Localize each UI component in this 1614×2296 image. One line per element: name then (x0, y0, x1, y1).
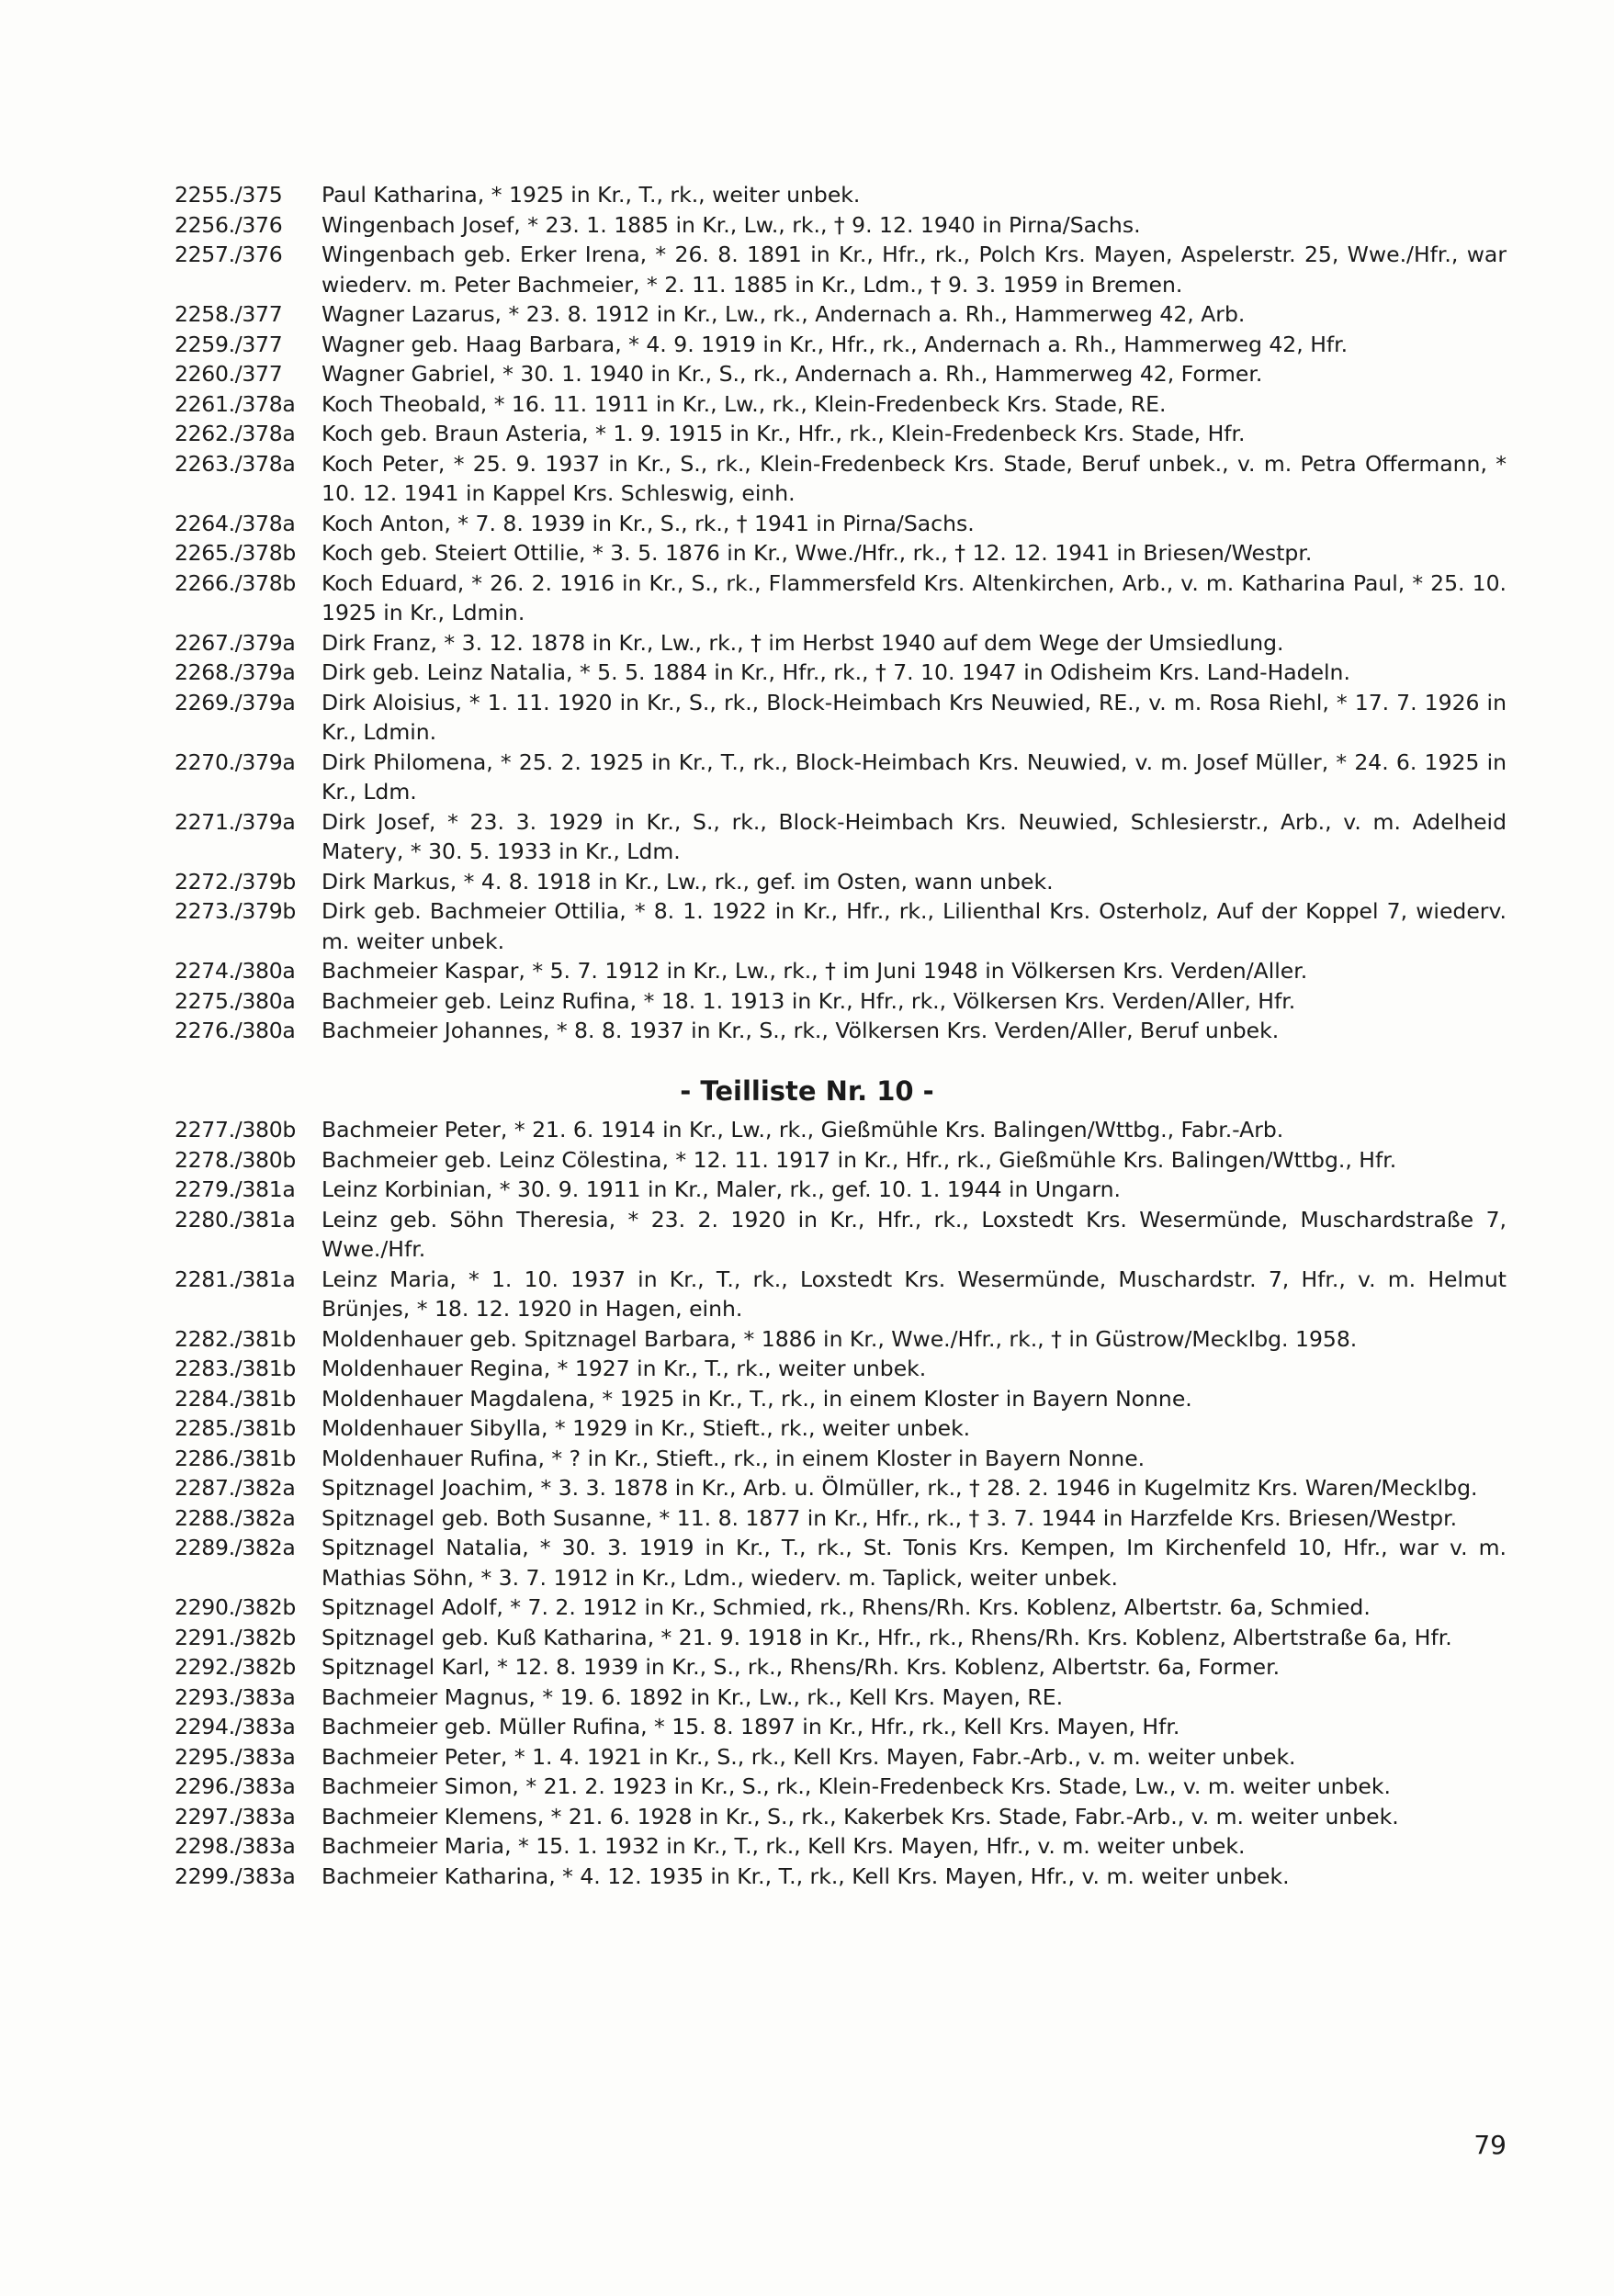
list-item (175, 419, 1507, 449)
list-item (175, 1384, 1507, 1414)
entry-text: Dirk Franz, * 3. 12. 1878 in Kr., Lw., rk., † im Herbst 1940 auf dem Wege der Umsiedlung. (322, 629, 1284, 656)
entry-number: 2271./379a (175, 808, 296, 835)
list-item (175, 1324, 1507, 1355)
entry-text: Spitznagel geb. Both Susanne, * 11. 8. 1877 in Kr., Hfr., rk., † 3. 7. 1944 in Harzfelde Krs. Briesen/Westpr. (322, 1504, 1458, 1531)
list-item (175, 240, 1507, 299)
entry-number: 2289./382a (175, 1535, 296, 1560)
entry-number: 2268./379a (175, 659, 296, 685)
entry-text: Wagner Lazarus, * 23. 8. 1912 in Kr., Lw., rk., Andernach a. Rh., Hammerweg 42, Arb. (322, 301, 1246, 327)
entry-text: Bachmeier Peter, * 21. 6. 1914 in Kr., Lw., rk., Gießmühle Krs. Balingen/Wttbg., Fabr.-Arb. (322, 1117, 1284, 1142)
list-item (175, 1683, 1507, 1713)
list-item (175, 1712, 1507, 1742)
list-item (175, 389, 1507, 420)
entry-text: Spitznagel Karl, * 12. 8. 1939 in Kr., S., rk., Rhens/Rh. Krs. Koblenz, Albertstr. 6a, Former. (322, 1654, 1281, 1680)
entry-text: Moldenhauer Sibylla, * 1929 in Kr., Stieft., rk., weiter unbek. (322, 1415, 971, 1441)
entry-text: Wagner geb. Haag Barbara, * 4. 9. 1919 in Kr., Hfr., rk., Andernach a. Rh., Hammerweg 42, Hfr. (322, 331, 1349, 357)
entry-text: Bachmeier Simon, * 21. 2. 1923 in Kr., S., rk., Klein-Fredenbeck Krs. Stade, Lw., v. m. weiter unbek. (322, 1773, 1391, 1799)
entry-text: Bachmeier Magnus, * 19. 6. 1892 in Kr., Lw., rk., Kell Krs. Mayen, RE. (322, 1683, 1064, 1710)
entry-text: Spitznagel Joachim, * 3. 3. 1878 in Kr., Arb. u. Ölmüller, rk., † 28. 2. 1946 in Kugelmitz Krs. Waren/Mecklbg. (322, 1475, 1478, 1501)
entry-text: Leinz geb. Söhn Theresia, * 23. 2. 1920 in Kr., Hfr., rk., Loxstedt Krs. Wesermünde, Muschardstraße 7, Wwe./Hfr. (322, 1206, 1507, 1262)
list-item (175, 1205, 1507, 1265)
entry-number: 2295./383a (175, 1743, 296, 1770)
entry-text: Dirk geb. Leinz Natalia, * 5. 5. 1884 in Kr., Hfr., rk., † 7. 10. 1947 in Odisheim Krs. Land-Hadeln. (322, 659, 1350, 685)
entry-number: 2269./379a (175, 689, 296, 715)
section-heading: - Teilliste Nr. 10 - (680, 1075, 934, 1107)
entry-number: 2257./376 (175, 242, 283, 267)
list-item (175, 1115, 1507, 1145)
entry-text: Koch geb. Steiert Ottilie, * 3. 5. 1876 in Kr., Wwe./Hfr., rk., † 12. 12. 1941 in Briesen/Westpr. (322, 540, 1313, 566)
entry-number: 2292./382b (175, 1654, 296, 1680)
list-item (175, 1862, 1507, 1892)
entry-text: Koch Peter, * 25. 9. 1937 in Kr., S., rk., Klein-Fredenbeck Krs. Stade, Beruf unbek., v. m. Petra Offermann, * 10. 12. 1941 in Kappel Krs. Schleswig, einh. (322, 450, 1507, 506)
entry-number: 2281./381a (175, 1266, 296, 1292)
entry-text: Bachmeier Katharina, * 4. 12. 1935 in Kr., T., rk., Kell Krs. Mayen, Hfr., v. m. weiter unbek. (322, 1863, 1290, 1889)
entry-number: 2275./380a (175, 987, 296, 1014)
entry-number: 2288./382a (175, 1504, 296, 1531)
entry-text: Spitznagel geb. Kuß Katharina, * 21. 9. 1918 in Kr., Hfr., rk., Rhens/Rh. Krs. Koblenz, Albertstraße 6a, Hfr. (322, 1624, 1452, 1650)
entry-number: 2290./382b (175, 1594, 296, 1620)
list-item (175, 986, 1507, 1017)
entry-number: 2282./381b (175, 1325, 296, 1352)
entry-number: 2258./377 (175, 301, 283, 327)
entry-number: 2286./381b (175, 1445, 296, 1471)
entry-number: 2298./383a (175, 1833, 296, 1859)
list-item (175, 688, 1507, 748)
entry-number: 2278./380b (175, 1146, 296, 1173)
entry-number: 2285./381b (175, 1415, 296, 1441)
list-item (175, 210, 1507, 241)
entry-text: Leinz Korbinian, * 30. 9. 1911 in Kr., Maler, rk., gef. 10. 1. 1944 in Ungarn. (322, 1176, 1121, 1202)
entry-text: Bachmeier Maria, * 15. 1. 1932 in Kr., T., rk., Kell Krs. Mayen, Hfr., v. m. weiter unbek. (322, 1833, 1246, 1859)
entry-number: 2293./383a (175, 1683, 296, 1710)
entry-number: 2261./378a (175, 390, 296, 417)
entry-number: 2296./383a (175, 1773, 296, 1799)
list-item (175, 807, 1507, 867)
entry-text: Wingenbach geb. Erker Irena, * 26. 8. 1891 in Kr., Hfr., rk., Polch Krs. Mayen, Aspelerstr. 25, Wwe./Hfr., war wiederv. m. Peter Bachmeier, * 2. 11. 1885 in Kr., Ldm., † 9. 3. 1959 in Bremen. (322, 242, 1507, 298)
entry-number: 2265./378b (175, 540, 296, 566)
entry-text: Dirk geb. Bachmeier Ottilia, * 8. 1. 1922 in Kr., Hfr., rk., Lilienthal Krs. Osterholz, Auf der Koppel 7, wiederv. m. weiter unbek. (322, 898, 1507, 954)
entry-number: 2274./380a (175, 958, 296, 984)
page-number: 79 (1473, 2130, 1507, 2160)
list-item (175, 449, 1507, 509)
entry-text: Moldenhauer Magdalena, * 1925 in Kr., T., rk., in einem Kloster in Bayern Nonne. (322, 1385, 1192, 1412)
list-item (175, 658, 1507, 688)
entry-number: 2272./379b (175, 868, 296, 895)
list-item (175, 1444, 1507, 1474)
entry-text: Wingenbach Josef, * 23. 1. 1885 in Kr., Lw., rk., † 9. 12. 1940 in Pirna/Sachs. (322, 211, 1141, 238)
entry-text: Dirk Josef, * 23. 3. 1929 in Kr., S., rk., Block-Heimbach Krs. Neuwied, Schlesierstr., Arb., v. m. Adelheid Matery, * 30. 5. 1933 in Kr., Ldm. (322, 808, 1507, 864)
entry-list-before (175, 180, 1507, 1046)
entry-number: 2256./376 (175, 211, 283, 238)
entry-text: Moldenhauer geb. Spitznagel Barbara, * 1886 in Kr., Wwe./Hfr., rk., † in Güstrow/Mecklbg. 1958. (322, 1325, 1358, 1352)
list-item (175, 299, 1507, 330)
entry-text: Moldenhauer Regina, * 1927 in Kr., T., rk., weiter unbek. (322, 1356, 927, 1381)
list-item (175, 359, 1507, 389)
list-item (175, 538, 1507, 568)
entry-text: Wagner Gabriel, * 30. 1. 1940 in Kr., S., rk., Andernach a. Rh., Hammerweg 42, Former. (322, 361, 1263, 387)
list-item (175, 1593, 1507, 1623)
list-item (175, 956, 1507, 986)
list-item (175, 1265, 1507, 1324)
entry-text: Koch Eduard, * 26. 2. 1916 in Kr., S., rk., Flammersfeld Krs. Altenkirchen, Arb., v. m. Katharina Paul, * 25. 10. 1925 in Kr., Ldmin. (322, 569, 1507, 625)
entry-number: 2294./383a (175, 1714, 296, 1739)
list-item (175, 1652, 1507, 1683)
entry-text: Paul Katharina, * 1925 in Kr., T., rk., weiter unbek. (322, 182, 861, 208)
list-item (175, 748, 1507, 807)
entry-text: Spitznagel Adolf, * 7. 2. 1912 in Kr., Schmied, rk., Rhens/Rh. Krs. Koblenz, Albertstr. 6a, Schmied. (322, 1594, 1371, 1620)
entry-number: 2291./382b (175, 1624, 296, 1650)
list-item (175, 1145, 1507, 1176)
list-item (175, 1533, 1507, 1593)
entry-text: Koch Anton, * 7. 8. 1939 in Kr., S., rk., † 1941 in Pirna/Sachs. (322, 510, 975, 536)
entry-text: Dirk Philomena, * 25. 2. 1925 in Kr., T., rk., Block-Heimbach Krs. Neuwied, v. m. Josef Müller, * 24. 6. 1925 in Kr., Ldm. (322, 748, 1507, 805)
entry-number: 2283./381b (175, 1356, 296, 1381)
list-item (175, 180, 1507, 210)
entry-number: 2287./382a (175, 1475, 296, 1501)
list-item (175, 1772, 1507, 1802)
entry-text: Bachmeier Johannes, * 8. 8. 1937 in Kr., S., rk., Völkersen Krs. Verden/Aller, Beruf unbek. (322, 1018, 1280, 1043)
list-item (175, 1354, 1507, 1384)
entry-text: Leinz Maria, * 1. 10. 1937 in Kr., T., rk., Loxstedt Krs. Wesermünde, Muschardstr. 7, Hfr., v. m. Helmut Brünjes, * 18. 12. 1920 in Hagen, einh. (322, 1266, 1507, 1322)
entry-number: 2267./379a (175, 629, 296, 656)
entry-text: Dirk Aloisius, * 1. 11. 1920 in Kr., S., rk., Block-Heimbach Krs Neuwied, RE., v. m. Rosa Riehl, * 17. 7. 1926 in Kr., Ldmin. (322, 689, 1507, 745)
list-item (175, 1742, 1507, 1773)
list-item (175, 568, 1507, 628)
list-item (175, 1473, 1507, 1503)
entry-number: 2279./381a (175, 1176, 296, 1202)
list-item (175, 1802, 1507, 1832)
entry-text: Bachmeier Peter, * 1. 4. 1921 in Kr., S., rk., Kell Krs. Mayen, Fabr.-Arb., v. m. weiter unbek. (322, 1743, 1296, 1770)
entry-number: 2280./381a (175, 1206, 296, 1232)
entry-text: Dirk Markus, * 4. 8. 1918 in Kr., Lw., rk., gef. im Osten, wann unbek. (322, 868, 1054, 895)
list-item (175, 1175, 1507, 1205)
entry-number: 2270./379a (175, 748, 296, 775)
list-item (175, 509, 1507, 539)
entry-number: 2273./379b (175, 898, 296, 924)
list-item (175, 1623, 1507, 1653)
entry-text: Bachmeier geb. Müller Rufina, * 15. 8. 1897 in Kr., Hfr., rk., Kell Krs. Mayen, Hfr. (322, 1714, 1180, 1739)
list-item (175, 896, 1507, 956)
list-item (175, 1503, 1507, 1534)
entry-number: 2277./380b (175, 1117, 296, 1142)
list-item (175, 628, 1507, 658)
entry-text: Bachmeier geb. Leinz Cölestina, * 12. 11. 1917 in Kr., Hfr., rk., Gießmühle Krs. Balingen/Wttbg., Hfr. (322, 1146, 1397, 1173)
entry-number: 2262./378a (175, 421, 296, 446)
entry-number: 2284./381b (175, 1385, 296, 1412)
entry-number: 2299./383a (175, 1863, 296, 1889)
entry-text: Bachmeier Klemens, * 21. 6. 1928 in Kr., S., rk., Kakerbek Krs. Stade, Fabr.-Arb., v. m. weiter unbek. (322, 1803, 1399, 1829)
entry-number: 2276./380a (175, 1018, 296, 1043)
entry-number: 2297./383a (175, 1803, 296, 1829)
entry-text: Koch Theobald, * 16. 11. 1911 in Kr., Lw., rk., Klein-Fredenbeck Krs. Stade, RE. (322, 390, 1167, 417)
entry-text: Moldenhauer Rufina, * ? in Kr., Stieft., rk., in einem Kloster in Bayern Nonne. (322, 1445, 1146, 1471)
entry-text: Koch geb. Braun Asteria, * 1. 9. 1915 in Kr., Hfr., rk., Klein-Fredenbeck Krs. Stade, Hfr. (322, 421, 1246, 446)
entry-number: 2259./377 (175, 331, 283, 357)
entry-list-after (175, 1115, 1507, 1891)
entry-text: Spitznagel Natalia, * 30. 3. 1919 in Kr., T., rk., St. Tonis Krs. Kempen, Im Kirchenfeld 10, Hfr., war v. m. Mathias Söhn, * 3. 7. 1912 in Kr., Ldm., wiederv. m. Taplick, weiter unbek. (322, 1535, 1507, 1591)
entry-number: 2255./375 (175, 182, 283, 208)
list-item (175, 867, 1507, 897)
list-item (175, 1413, 1507, 1444)
entry-number: 2260./377 (175, 361, 283, 387)
entry-text: Bachmeier geb. Leinz Rufina, * 18. 1. 1913 in Kr., Hfr., rk., Völkersen Krs. Verden/Aller, Hfr. (322, 987, 1296, 1014)
list-item (175, 1016, 1507, 1046)
list-item (175, 1831, 1507, 1862)
entry-text: Bachmeier Kaspar, * 5. 7. 1912 in Kr., Lw., rk., † im Juni 1948 in Völkersen Krs. Verden/Aller. (322, 958, 1308, 984)
entry-number: 2264./378a (175, 510, 296, 536)
list-item (175, 330, 1507, 360)
entry-number: 2263./378a (175, 450, 296, 477)
entry-number: 2266./378b (175, 569, 296, 596)
